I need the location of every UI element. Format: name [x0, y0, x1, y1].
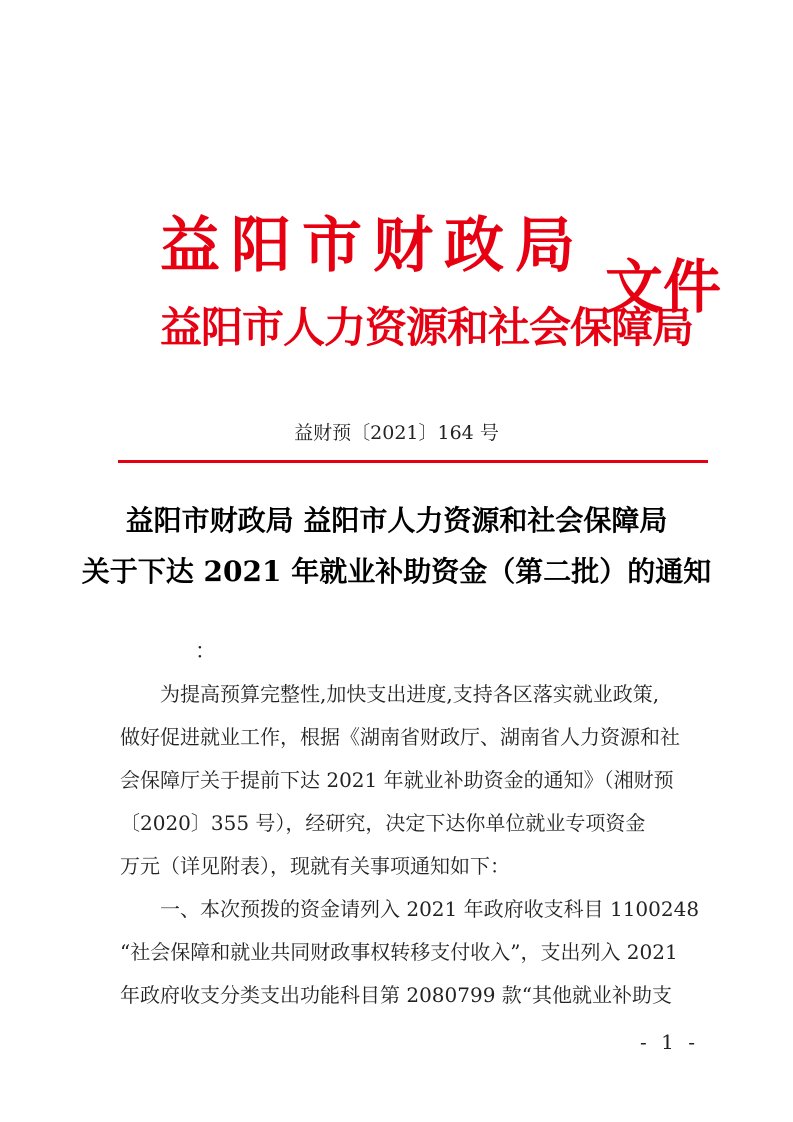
- page-number: - 1 -: [640, 1030, 699, 1054]
- body-line-5: 万元（详见附表），现就有关事项通知如下：: [120, 854, 510, 878]
- body-line-2: 做好促进就业工作，根据《湖南省财政厅、湖南省人力资源和社: [120, 725, 680, 749]
- body-line-3: 会保障厅关于提前下达 2021 年就业补助资金的通知》（湘财预: [120, 768, 674, 792]
- body-line-6: 一、本次预拨的资金请列入 2021 年政府收支科目 1100248: [160, 897, 700, 921]
- document-type-label: 文件: [605, 253, 722, 321]
- notice-title-line-2: 关于下达 2021 年就业补助资金（第二批）的通知: [81, 555, 712, 588]
- issuer-finance-bureau: 益阳市财政局: [160, 211, 586, 281]
- notice-title-line-1: 益阳市财政局 益阳市人力资源和社会保障局: [125, 504, 668, 537]
- body-line-4: 〔2020〕355 号），经研究，决定下达你单位就业专项资金: [120, 811, 646, 835]
- body-line-7: “社会保障和就业共同财政事权转移支付收入”，支出列入 2021: [120, 940, 678, 964]
- body-line-1: 为提高预算完整性,加快支出进度,支持各区落实就业政策,: [160, 682, 660, 706]
- issuer-hr-social-security-bureau: 益阳市人力资源和社会保障局: [160, 303, 694, 352]
- body-line-8: 年政府收支分类支出功能科目第 2080799 款“其他就业补助支: [120, 983, 673, 1007]
- document-number: 益财预〔2021〕164 号: [294, 422, 499, 444]
- recipient-line: ：: [195, 639, 216, 663]
- document-header: [160, 210, 720, 390]
- red-divider-line: [118, 460, 708, 463]
